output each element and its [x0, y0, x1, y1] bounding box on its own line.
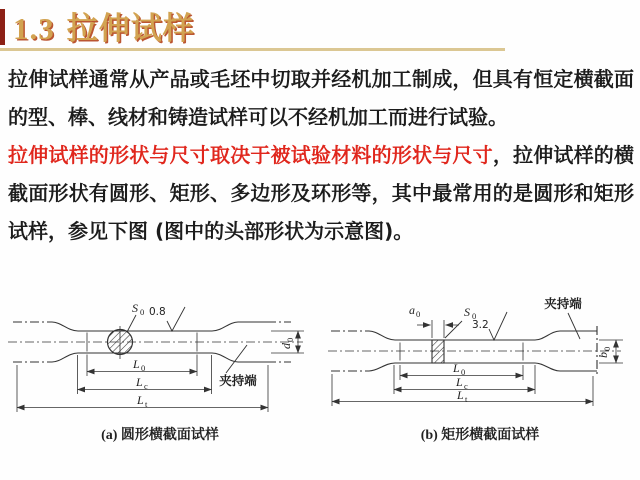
- svg-text:0: 0: [461, 367, 466, 377]
- label-l0-a: L: [133, 357, 140, 371]
- specimen-outline-circular: [8, 322, 303, 362]
- svg-text:c: c: [144, 381, 148, 391]
- title-accent-bar: [0, 9, 5, 45]
- section-number: 1.3: [13, 11, 55, 46]
- body-text: [8, 60, 634, 250]
- svg-text:t: t: [465, 394, 468, 404]
- label-b0: [596, 347, 612, 358]
- label-lc-b: L: [456, 375, 463, 389]
- paragraph-2: [8, 136, 634, 250]
- svg-text:d: d: [279, 343, 293, 349]
- label-d0: [279, 338, 295, 349]
- label-a0: a: [409, 303, 415, 317]
- svg-text:0: 0: [141, 363, 146, 373]
- label-grip-end-b: 夹持端: [544, 297, 582, 311]
- label-roughness-a: 0.8: [149, 306, 166, 318]
- diagram-rectangular-specimen: [325, 281, 635, 423]
- dimensions-a: [17, 331, 304, 412]
- svg-text:c: c: [464, 381, 468, 391]
- highlight-sentence: 拉伸试样的形状与尺寸取决于被试验材料的形状与尺寸: [8, 143, 493, 167]
- paragraph-1: 拉伸试样通常从产品或毛坯中切取并经机加工制成，但具有恒定横截面的型、棒、线材和铸造试样可以不经机加工而进行试验。: [8, 67, 634, 129]
- figure-circular-specimen: [0, 281, 320, 444]
- figure-rectangular-specimen: [320, 281, 640, 444]
- caption-rectangular: (b) 矩形横截面试样: [420, 428, 540, 443]
- section-title: 拉伸试样: [66, 11, 195, 47]
- svg-text:0: 0: [602, 346, 612, 351]
- cross-section-rectangle: [432, 340, 444, 363]
- label-lc-a: L: [136, 375, 143, 389]
- svg-text:t: t: [145, 399, 148, 409]
- label-s0-b: S: [464, 305, 470, 319]
- title-underline: [0, 48, 505, 51]
- label-roughness-b: 3.2: [472, 319, 489, 331]
- svg-text:0: 0: [285, 337, 295, 342]
- svg-text:0: 0: [416, 309, 421, 319]
- page-title: [13, 3, 195, 48]
- label-lt-b: L: [457, 388, 464, 402]
- label-lt-a: L: [137, 393, 144, 407]
- dimensions-b: [332, 340, 623, 406]
- label-l0-b: L: [453, 361, 460, 375]
- label-s0-a: S: [132, 301, 138, 315]
- caption-circular: (a) 圆形横截面试样: [101, 428, 219, 443]
- svg-text:b: b: [596, 352, 610, 358]
- roughness-symbol-b: [489, 312, 507, 340]
- label-s0-sub-a: 0: [140, 307, 145, 317]
- label-grip-end-a: 夹持端: [219, 374, 257, 388]
- roughness-symbol-a: [167, 307, 185, 331]
- diagram-circular-specimen: [5, 281, 315, 423]
- svg-text:0: 0: [472, 311, 477, 321]
- paragraph-2-rest: ，拉伸试样的横截面形状有圆形、矩形、多边形及环形等，其中最常用的是圆形和矩形试样，参见下图 (图中的头部形状为示意图)。: [8, 143, 635, 243]
- annotation-leaders-b: [417, 312, 580, 340]
- figures-row: [0, 281, 640, 444]
